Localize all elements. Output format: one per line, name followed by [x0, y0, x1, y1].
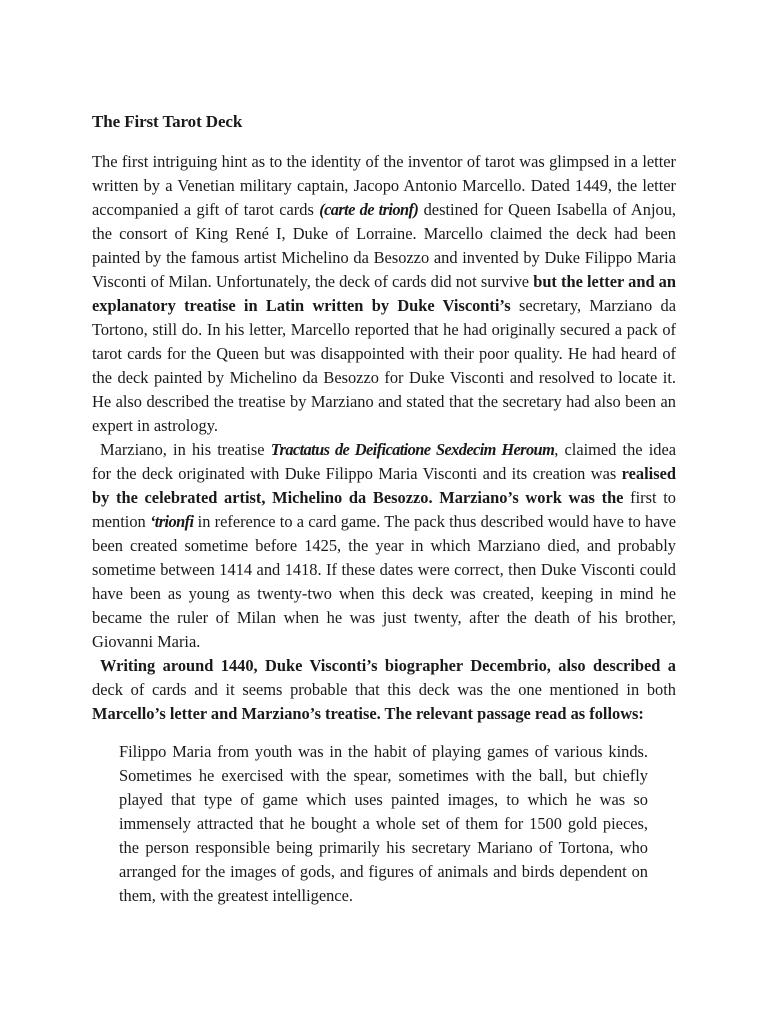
- p3-bold-text-1: Writing around 1440, Duke Visconti’s biographer Decembrio, also described a: [100, 656, 676, 675]
- p3-text-a: deck of cards and it seems probable that this deck was the one mentioned in both: [92, 680, 676, 699]
- p2-text-d: in reference to a card game. The pack thus described would have to have been created sometime before 1425, the year in which Marziano died, and probably sometime between 1414 and 1418. If these dates were correct, then Duke Visconti could have been as young as twenty-two when this deck was created, keeping in mind he became the ruler of Milan when he was just twenty, after the death of his brother, Giovanni Maria.: [92, 512, 676, 651]
- paragraph-1: [92, 150, 676, 438]
- document-page: [92, 110, 676, 908]
- p2-text-a: Marziano, in his treatise: [100, 440, 271, 459]
- p2-bold-text: realised by the celebrated artist, Michelino da Besozzo. Marziano’s work was the: [92, 464, 676, 507]
- p2-term-trionfi: ‘trionfi: [149, 512, 194, 531]
- p2-text-b: , claimed the idea for the deck originated with Duke Filippo Maria Visconti and its creation was: [92, 440, 677, 483]
- paragraph-3: [92, 654, 676, 726]
- section-heading: The First Tarot Deck: [92, 112, 243, 131]
- p1-bold-text: but the letter and an explanatory treatise in Latin written by Duke Visconti’s: [92, 272, 676, 315]
- p2-text-c: first to mention: [92, 488, 676, 531]
- p2-treatise-title: Tractatus de Deificatione Sexdecim Heroum: [270, 440, 555, 459]
- p1-text-b: destined for Queen Isabella of Anjou, the consort of King René I, Duke of Lorraine. Marcello claimed the deck had been painted by the famous artist Michelino da Besozzo and invented by Duke Filippo Maria Visconti of Milan. Unfortunately, the deck of cards did not survive: [92, 200, 676, 291]
- p3-bold-text-2: Marcello’s letter and Marziano’s treatise. The relevant passage read as follows:: [92, 704, 644, 723]
- paragraph-2: [92, 438, 676, 654]
- block-quote: Filippo Maria from youth was in the habit of playing games of various kinds. Sometimes he exercised with the spear, sometimes with the ball, but chiefly played that type of game which uses painted images, to which he was so immensely attracted that he bought a whole set of them for 1500 gold pieces, the person responsible being primarily his secretary Mariano of Tortona, who arranged for the images of gods, and figures of animals and birds dependent on them, with the greatest intelligence.: [119, 742, 648, 905]
- p1-text-a: The first intriguing hint as to the identity of the inventor of tarot was glimpsed in a letter written by a Venetian military captain, Jacopo Antonio Marcello. Dated 1449, the letter accompanied a gift of tarot cards: [92, 152, 676, 219]
- p1-text-c: secretary, Marziano da Tortono, still do. In his letter, Marcello reported that he had originally secured a pack of tarot cards for the Queen but was disappointed with their poor quality. He had heard of the deck painted by Michelino da Besozzo for Duke Visconti and resolved to locate it. He also described the treatise by Marziano and stated that the secretary had also been an expert in astrology.: [92, 296, 676, 435]
- p1-term-carte-de-trionf: (carte de trionf): [319, 200, 419, 219]
